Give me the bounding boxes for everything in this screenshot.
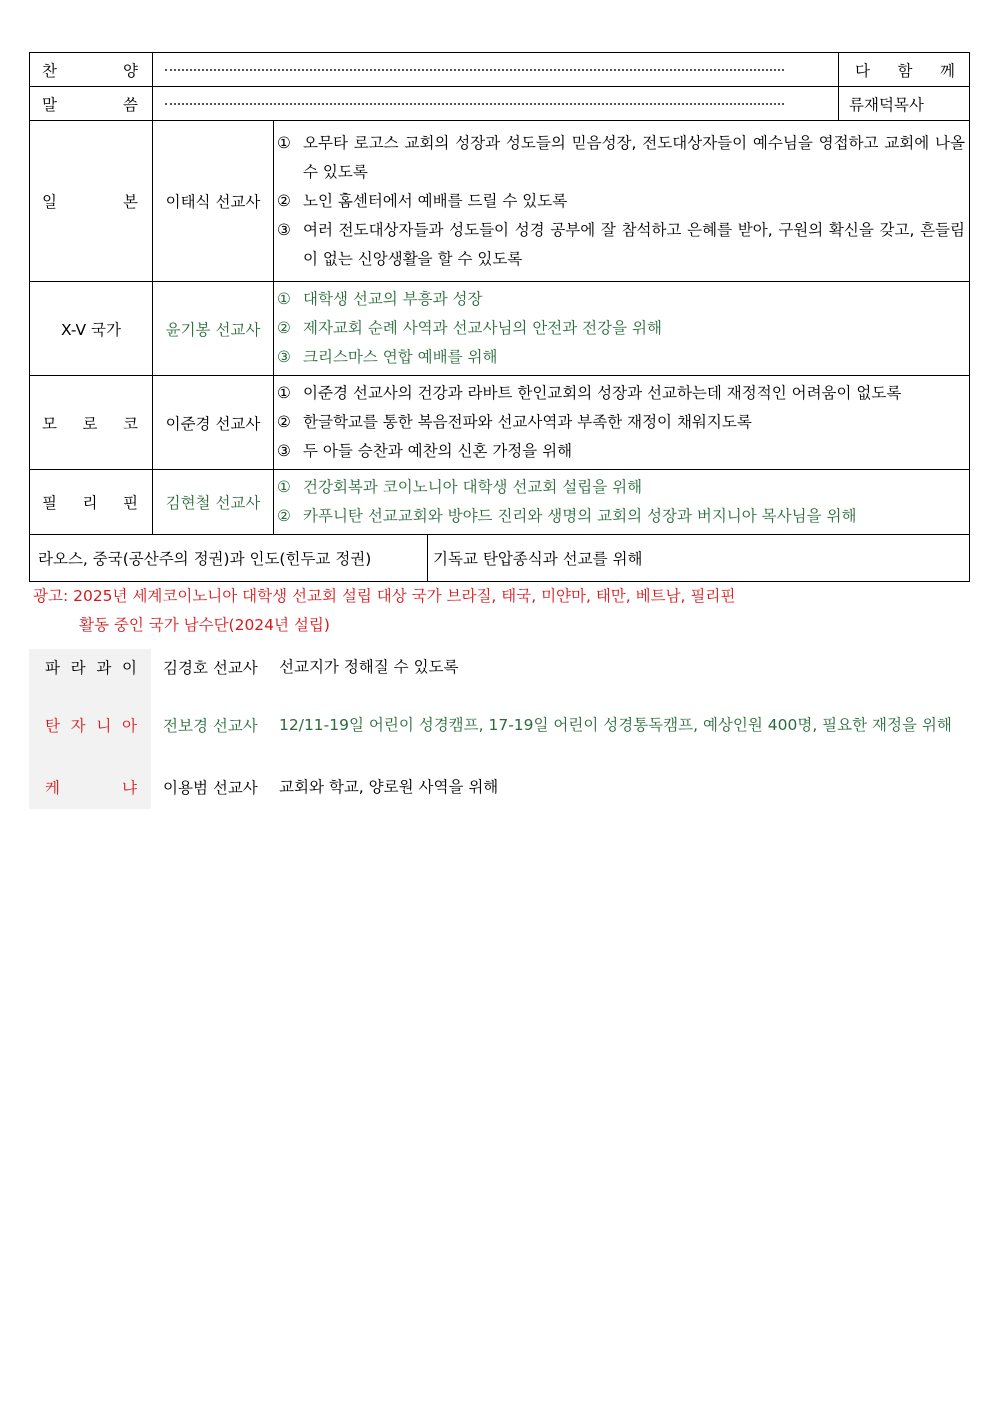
prayer-item: ① 이준경 선교사의 건강과 라바트 한인교회의 성장과 선교하는데 재정적인 어려움이 없도록	[277, 384, 902, 402]
country-name: 케 냐	[29, 765, 151, 809]
prayer-items	[274, 470, 970, 535]
announcement-line: 광고: 2025년 세계코이노니아 대학생 선교회 설립 대상 국가 브라질, 태국, 미얀마, 태만, 베트남, 필리핀	[33, 587, 736, 605]
prayer-item: ② 노인 홈센터에서 예배를 드릴 수 있도록	[277, 191, 568, 210]
missionary-name: 김현철 선교사	[153, 470, 274, 535]
country-name: 필 리 핀	[30, 470, 153, 535]
missionary-name: 전보경 선교사	[163, 717, 258, 735]
prayer-text: 기독교 탄압종식과 선교를 위해	[428, 535, 970, 582]
prayer-item: ② 한글학교를 통한 복음전파와 선교사역과 부족한 재정이 채워지도록	[277, 413, 752, 431]
prayer-table-wrap	[29, 52, 969, 582]
sermon-dots	[153, 87, 839, 121]
prayer-item: ② 제자교회 순례 사역과 선교사님의 안전과 전강을 위해	[277, 319, 662, 337]
country-name: 탄 자 니 아	[29, 685, 151, 765]
prayer-item: ① 건강회복과 코이노니아 대학생 선교회 설립을 위해	[277, 478, 643, 496]
prayer-item: ① 대학생 선교의 부흥과 성장	[277, 290, 483, 308]
country-name: 파 라 과 이	[29, 649, 151, 685]
prayer-items	[274, 282, 970, 376]
praise-dots	[153, 53, 839, 87]
prayer-items	[274, 121, 970, 282]
missionary-name: 김경호 선교사	[163, 659, 258, 677]
list-item	[29, 649, 969, 685]
sermon-preacher: 류재덕목사	[839, 87, 970, 121]
country-row-philippines	[30, 470, 970, 535]
missionary-name: 이용범 선교사	[163, 779, 258, 797]
prayer-item: ③ 크리스마스 연합 예배를 위해	[277, 348, 498, 366]
list-item	[29, 685, 969, 765]
countries-text: 라오스, 중국(공산주의 정권)과 인도(힌두교 정권)	[30, 535, 428, 582]
sermon-label: 말 씀	[30, 87, 153, 121]
country-row-japan	[30, 121, 970, 282]
prayer-text: 선교지가 정해질 수 있도록	[279, 657, 459, 676]
country-name: 일 본	[30, 121, 153, 282]
bottom-list	[29, 649, 969, 809]
country-name: X-V 국가	[30, 282, 153, 376]
prayer-text: 12/11-19일 어린이 성경캠프, 17-19일 어린이 성경통독캠프, 예상인원 400명, 필요한 재정을 위해	[279, 715, 952, 734]
missionary-name: 이태식 선교사	[153, 121, 274, 282]
prayer-item: ③ 두 아들 승찬과 예찬의 신혼 가정을 위해	[277, 442, 573, 460]
missionary-name: 윤기봉 선교사	[153, 282, 274, 376]
prayer-item: ① 오무타 로고스 교회의 성장과 성도들의 믿음성장, 전도대상자들이 예수님을 영접하고 교회에 나올 수 있도록	[277, 133, 965, 181]
prayer-text: 교회와 학교, 양로원 사역을 위해	[279, 777, 499, 796]
laos-china-india-row	[30, 535, 970, 582]
announcement	[33, 582, 735, 640]
praise-leader: 다 함 께	[839, 53, 970, 87]
prayer-items	[274, 376, 970, 470]
sermon-row	[30, 87, 970, 121]
missionary-name: 이준경 선교사	[153, 376, 274, 470]
list-item	[29, 765, 969, 809]
country-row-xv	[30, 282, 970, 376]
last-row-table	[29, 535, 970, 582]
prayer-item: ③ 여러 전도대상자들과 성도들이 성경 공부에 잘 참석하고 은혜를 받아, 구원의 확신을 갖고, 흔들림이 없는 신앙생활을 할 수 있도록	[277, 220, 965, 268]
country-row-morocco	[30, 376, 970, 470]
announcement-line: 활동 중인 국가 남수단(2024년 설립)	[79, 616, 330, 634]
prayer-item: ② 카푸니탄 선교교회와 방야드 진리와 생명의 교회의 성장과 버지니아 목사님을 위해	[277, 507, 857, 525]
praise-row	[30, 53, 970, 87]
praise-label: 찬 양	[30, 53, 153, 87]
country-name: 모 로 코	[30, 376, 153, 470]
prayer-table	[29, 52, 970, 535]
